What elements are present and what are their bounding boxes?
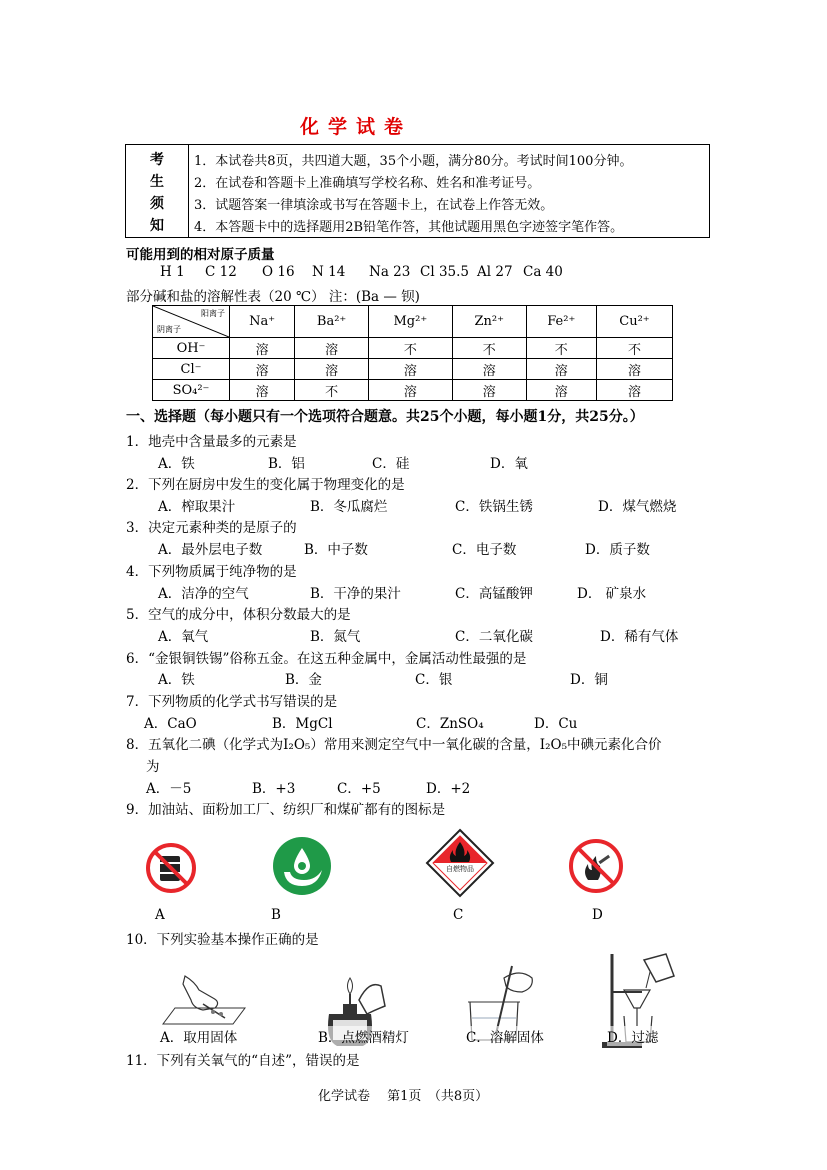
answer-option: D．+2 bbox=[426, 781, 471, 797]
table-row bbox=[153, 380, 673, 401]
table-cell: 不 bbox=[368, 338, 452, 359]
notice-side-char: 须 bbox=[150, 196, 164, 212]
answer-option: D． 矿泉水 bbox=[577, 586, 647, 602]
table-cell: 不 bbox=[596, 338, 672, 359]
answer-option: B．干净的果汁 bbox=[310, 586, 401, 602]
no-smoking-fire-sign-icon bbox=[568, 838, 624, 894]
table-cell: 溶 bbox=[596, 380, 672, 401]
answer-option: A．CaO bbox=[144, 716, 197, 732]
table-cell: 溶 bbox=[295, 359, 369, 380]
table-cell: 溶 bbox=[230, 338, 295, 359]
answer-option: C．硅 bbox=[372, 456, 410, 472]
answer-option: B．MgCl bbox=[272, 716, 333, 732]
table-cell: 不 bbox=[526, 338, 596, 359]
question-stem: 10．下列实验基本操作正确的是 bbox=[126, 932, 319, 948]
page-footer: 化学试卷 第1页 （共8页） bbox=[318, 1089, 489, 1104]
answer-option: A．铁 bbox=[158, 456, 195, 472]
water-saving-sign-icon bbox=[272, 836, 332, 896]
notice-side-char: 考 bbox=[150, 152, 164, 168]
cation-header: Ba²⁺ bbox=[295, 306, 369, 338]
notice-side-char: 知 bbox=[150, 218, 164, 234]
table-row bbox=[153, 338, 673, 359]
cation-header: Na⁺ bbox=[230, 306, 295, 338]
take-solid-illustration-icon bbox=[155, 968, 255, 1028]
table-cell: 溶 bbox=[526, 380, 596, 401]
answer-option: D．煤气燃烧 bbox=[598, 499, 677, 515]
anion-header: Cl⁻ bbox=[153, 359, 230, 380]
answer-option: C．电子数 bbox=[452, 542, 517, 558]
table-cell: 不 bbox=[452, 338, 526, 359]
answer-option: B．铝 bbox=[268, 456, 305, 472]
question-stem: 6．“金银铜铁锡”俗称五金。在这五种金属中，金属活动性最强的是 bbox=[126, 651, 527, 667]
question-stem: 2．下列在厨房中发生的变化属于物理变化的是 bbox=[126, 477, 405, 493]
figure-label: A bbox=[155, 907, 165, 923]
question-stem: 5．空气的成分中，体积分数最大的是 bbox=[126, 607, 351, 623]
atomic-mass-value: Na 23 bbox=[369, 264, 411, 280]
table-cell: 溶 bbox=[230, 359, 295, 380]
answer-option: B．中子数 bbox=[304, 542, 368, 558]
anion-header: OH⁻ bbox=[153, 338, 230, 359]
sign-c-text: 自燃物品 bbox=[446, 865, 474, 873]
table-cell: 溶 bbox=[452, 359, 526, 380]
exam-notice-box bbox=[125, 144, 710, 238]
answer-option: B．氮气 bbox=[310, 629, 361, 645]
answer-option: B．冬瓜腐烂 bbox=[310, 499, 388, 515]
answer-option: A．最外层电子数 bbox=[158, 542, 263, 558]
atomic-mass-value: Ca 40 bbox=[523, 264, 563, 280]
table-cell: 溶 bbox=[230, 380, 295, 401]
answer-option: B．金 bbox=[285, 672, 322, 688]
page-title: 化学试卷 bbox=[300, 116, 413, 138]
figure-label: A．取用固体 bbox=[160, 1030, 238, 1046]
answer-option: C．二氧化碳 bbox=[455, 629, 533, 645]
atomic-mass-value: C 12 bbox=[205, 264, 237, 280]
cation-header: Zn²⁺ bbox=[452, 306, 526, 338]
answer-option: A．氧气 bbox=[158, 629, 209, 645]
answer-option: B．+3 bbox=[252, 781, 296, 797]
notice-side-char: 生 bbox=[150, 174, 164, 190]
cation-header: Mg²⁺ bbox=[368, 306, 452, 338]
question-stem: 8．五氧化二碘（化学式为I₂O₅）常用来测定空气中一氧化碳的含量，I₂O₅中碘元素化合价 bbox=[126, 737, 662, 753]
table-cell: 溶 bbox=[368, 359, 452, 380]
answer-option: C．铁锅生锈 bbox=[455, 499, 533, 515]
table-row bbox=[153, 359, 673, 380]
notice-item: 1．本试卷共8页，共四道大题，35个小题，满分80分。考试时间100分钟。 bbox=[194, 154, 633, 169]
answer-option: A．榨取果汁 bbox=[158, 499, 236, 515]
answer-option: C．银 bbox=[415, 672, 453, 688]
question-stem: 7．下列物质的化学式书写错误的是 bbox=[126, 694, 338, 710]
answer-option: D．质子数 bbox=[585, 542, 650, 558]
answer-option: D．Cu bbox=[534, 716, 578, 732]
question-stem: 4．下列物质属于纯净物的是 bbox=[126, 564, 297, 580]
atomic-mass-value: N 14 bbox=[312, 264, 346, 280]
atomic-mass-heading: 可能用到的相对原子质量 bbox=[126, 247, 275, 263]
cation-header: Fe²⁺ bbox=[526, 306, 596, 338]
figure-label: D．过滤 bbox=[607, 1026, 658, 1046]
no-oil-drum-sign-icon bbox=[145, 842, 197, 894]
question-stem-continued: 为 bbox=[146, 759, 160, 775]
solubility-table bbox=[152, 305, 673, 401]
anion-header: SO₄²⁻ bbox=[153, 380, 230, 401]
question-stem: 9．加油站、面粉加工厂、纺织厂和煤矿都有的图标是 bbox=[126, 802, 446, 818]
question-stem: 1．地壳中含量最多的元素是 bbox=[126, 434, 297, 450]
table-cell: 溶 bbox=[295, 338, 369, 359]
answer-option: C．ZnSO₄ bbox=[416, 716, 484, 732]
answer-option: A．－5 bbox=[146, 781, 192, 797]
table-cell: 溶 bbox=[368, 380, 452, 401]
answer-option: A．铁 bbox=[158, 672, 195, 688]
figure-label: D bbox=[592, 907, 603, 923]
cation-header: Cu²⁺ bbox=[596, 306, 672, 338]
notice-item: 4．本答题卡中的选择题用2B铅笔作答，其他试题用黑色字迹签字笔作答。 bbox=[194, 220, 624, 235]
answer-option: C．+5 bbox=[337, 781, 381, 797]
spontaneous-combustion-sign-icon bbox=[425, 828, 495, 898]
question-stem: 3．决定元素种类的是原子的 bbox=[126, 520, 297, 536]
table-cell: 不 bbox=[295, 380, 369, 401]
notice-item: 2．在试卷和答题卡上准确填写学校名称、姓名和准考证号。 bbox=[194, 176, 541, 191]
corner-label-anion: 阴离子 bbox=[157, 325, 181, 334]
figure-label: B bbox=[271, 907, 281, 923]
atomic-mass-value: H 1 bbox=[160, 264, 185, 280]
section-heading: 一、选择题（每小题只有一个选项符合题意。共25个小题，每小题1分，共25分。） bbox=[126, 409, 644, 425]
figure-label: C bbox=[453, 907, 464, 923]
corner-label-cation: 阳离子 bbox=[201, 309, 225, 318]
answer-option: D．稀有气体 bbox=[600, 629, 679, 645]
table-cell: 溶 bbox=[526, 359, 596, 380]
figure-label: B．点燃酒精灯 bbox=[318, 1026, 409, 1046]
question-stem: 11．下列有关氧气的“自述”，错误的是 bbox=[126, 1053, 360, 1069]
table-corner bbox=[153, 306, 230, 338]
atomic-mass-value: O 16 bbox=[262, 264, 295, 280]
solubility-heading: 部分碱和盐的溶解性表（20 ℃） 注：(Ba — 钡) bbox=[126, 289, 420, 305]
figure-label: C．溶解固体 bbox=[466, 1026, 544, 1046]
answer-option: D．铜 bbox=[570, 672, 608, 688]
answer-option: A．洁净的空气 bbox=[158, 586, 249, 602]
table-cell: 溶 bbox=[596, 359, 672, 380]
answer-option: D．氧 bbox=[490, 456, 528, 472]
notice-side-label bbox=[126, 145, 189, 237]
atomic-mass-value: Cl 35.5 bbox=[420, 264, 469, 280]
notice-item: 3．试题答案一律填涂或书写在答题卡上，在试卷上作答无效。 bbox=[194, 198, 554, 213]
table-cell: 溶 bbox=[452, 380, 526, 401]
answer-option: C．高锰酸钾 bbox=[455, 586, 533, 602]
atomic-mass-value: Al 27 bbox=[477, 264, 513, 280]
